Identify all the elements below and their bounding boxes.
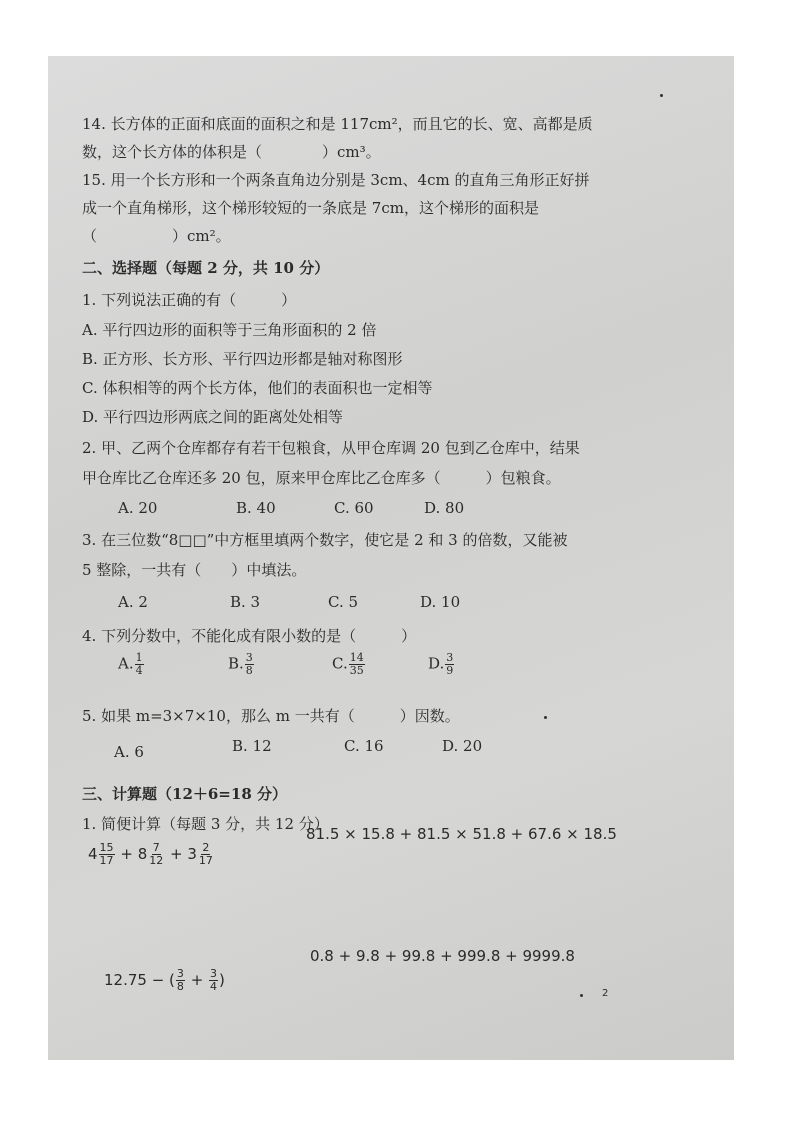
exam-paper	[48, 56, 734, 1060]
s2-q5-option-a: A. 6	[114, 743, 144, 761]
numerator: 7	[152, 841, 160, 854]
denominator: 17	[99, 854, 114, 867]
numerator: 3	[446, 651, 454, 664]
denominator: 9	[446, 664, 454, 677]
numerator: 2	[202, 841, 210, 854]
s2-q4-stem: 4. 下列分数中，不能化成有限小数的是（ ）	[82, 627, 417, 645]
speck	[580, 994, 583, 997]
denominator: 8	[245, 664, 253, 677]
q15-line1: 15. 用一个长方形和一个两条直角边分别是 3cm、4cm 的直角三角形正好拼	[82, 171, 590, 189]
expr-3: 0.8 + 9.8 + 99.8 + 999.8 + 9999.8	[310, 947, 575, 965]
numerator: 14	[349, 651, 364, 664]
fraction	[245, 652, 254, 677]
expr-suffix: )	[219, 971, 225, 989]
s2-q3-option-b: B. 3	[230, 593, 261, 611]
s2-q2-line2: 甲仓库比乙仓库还多 20 包，原来甲仓库比乙仓库多（ ）包粮食。	[82, 469, 561, 487]
s2-q1-option-d: D. 平行四边形两底之间的距离处处相等	[82, 408, 344, 426]
option-label: C.	[332, 654, 348, 673]
s2-q1-stem: 1. 下列说法正确的有（ ）	[82, 291, 297, 309]
s3-sub1: 1. 简便计算（每题 3 分，共 12 分）	[82, 815, 329, 833]
s2-q3-option-c: C. 5	[328, 593, 359, 611]
q15-line3: （ ）cm²。	[82, 227, 231, 245]
numerator: 3	[210, 967, 218, 980]
fraction	[148, 842, 164, 867]
denominator: 17	[198, 854, 213, 867]
denominator: 4	[135, 664, 143, 677]
denominator: 12	[149, 854, 164, 867]
q14-line2: 数，这个长方体的体积是（ ）cm³。	[82, 143, 381, 161]
fraction	[135, 652, 144, 677]
s2-q2-option-a: A. 20	[118, 499, 158, 517]
s2-q1-option-c: C. 体积相等的两个长方体，他们的表面积也一定相等	[82, 379, 433, 397]
fraction	[176, 968, 185, 993]
numerator: 1	[135, 651, 143, 664]
expr-4	[104, 968, 225, 993]
fraction	[349, 652, 365, 677]
speck	[544, 716, 547, 719]
s2-q5-option-c: C. 16	[344, 737, 384, 755]
s2-q3-line2: 5 整除，一共有（ ）中填法。	[82, 561, 307, 579]
s2-q4-option-b	[228, 652, 255, 677]
s2-q2-option-d: D. 80	[424, 499, 465, 517]
s2-q3-line1: 3. 在三位数“8□□”中方框里填两个数字，使它是 2 和 3 的倍数，又能被	[82, 531, 568, 549]
s2-q4-option-d	[428, 652, 455, 677]
option-label: B.	[228, 654, 244, 673]
s2-q5-option-b: B. 12	[232, 737, 272, 755]
whole: 3	[187, 845, 197, 863]
fraction	[209, 968, 218, 993]
operator: +	[170, 845, 183, 863]
numerator: 3	[176, 967, 184, 980]
denominator: 35	[349, 664, 364, 677]
q14-line1: 14. 长方体的正面和底面的面积之和是 117cm²，而且它的长、宽、高都是质	[82, 115, 593, 133]
whole: 8	[137, 845, 148, 863]
s2-q3-option-d: D. 10	[420, 593, 461, 611]
s2-q4-option-c	[332, 652, 366, 677]
page-number: 2	[602, 988, 609, 999]
expr-2: 81.5 × 15.8 + 81.5 × 51.8 + 67.6 × 18.5	[306, 825, 617, 843]
denominator: 8	[176, 980, 184, 993]
s2-q2-option-b: B. 40	[236, 499, 276, 517]
s2-q1-option-a: A. 平行四边形的面积等于三角形面积的 2 倍	[82, 321, 377, 339]
denominator: 4	[210, 980, 218, 993]
expr-prefix: 12.75 − (	[104, 971, 175, 989]
s2-q3-option-a: A. 2	[118, 593, 148, 611]
operator: +	[120, 845, 133, 863]
numerator: 15	[99, 841, 114, 854]
fraction	[99, 842, 115, 867]
whole: 4	[88, 845, 98, 863]
option-label: A.	[118, 654, 134, 673]
expr-1	[88, 842, 215, 867]
s2-q5-stem: 5. 如果 m=3×7×10，那么 m 一共有（ ）因数。	[82, 707, 460, 725]
numerator: 3	[245, 651, 253, 664]
fraction	[198, 842, 214, 867]
s2-q2-option-c: C. 60	[334, 499, 374, 517]
operator: +	[190, 971, 204, 989]
option-label: D.	[428, 654, 445, 673]
section3-title: 三、计算题（12＋6=18 分）	[82, 785, 287, 803]
s2-q5-option-d: D. 20	[442, 737, 483, 755]
s2-q1-option-b: B. 正方形、长方形、平行四边形都是轴对称图形	[82, 350, 403, 368]
s2-q2-line1: 2. 甲、乙两个仓库都存有若干包粮食，从甲仓库调 20 包到乙仓库中，结果	[82, 439, 580, 457]
q15-line2: 成一个直角梯形，这个梯形较短的一条底是 7cm，这个梯形的面积是	[82, 199, 539, 217]
s2-q4-option-a	[118, 652, 145, 677]
section2-title: 二、选择题（每题 2 分，共 10 分）	[82, 259, 330, 277]
fraction	[445, 652, 454, 677]
speck	[660, 94, 663, 97]
